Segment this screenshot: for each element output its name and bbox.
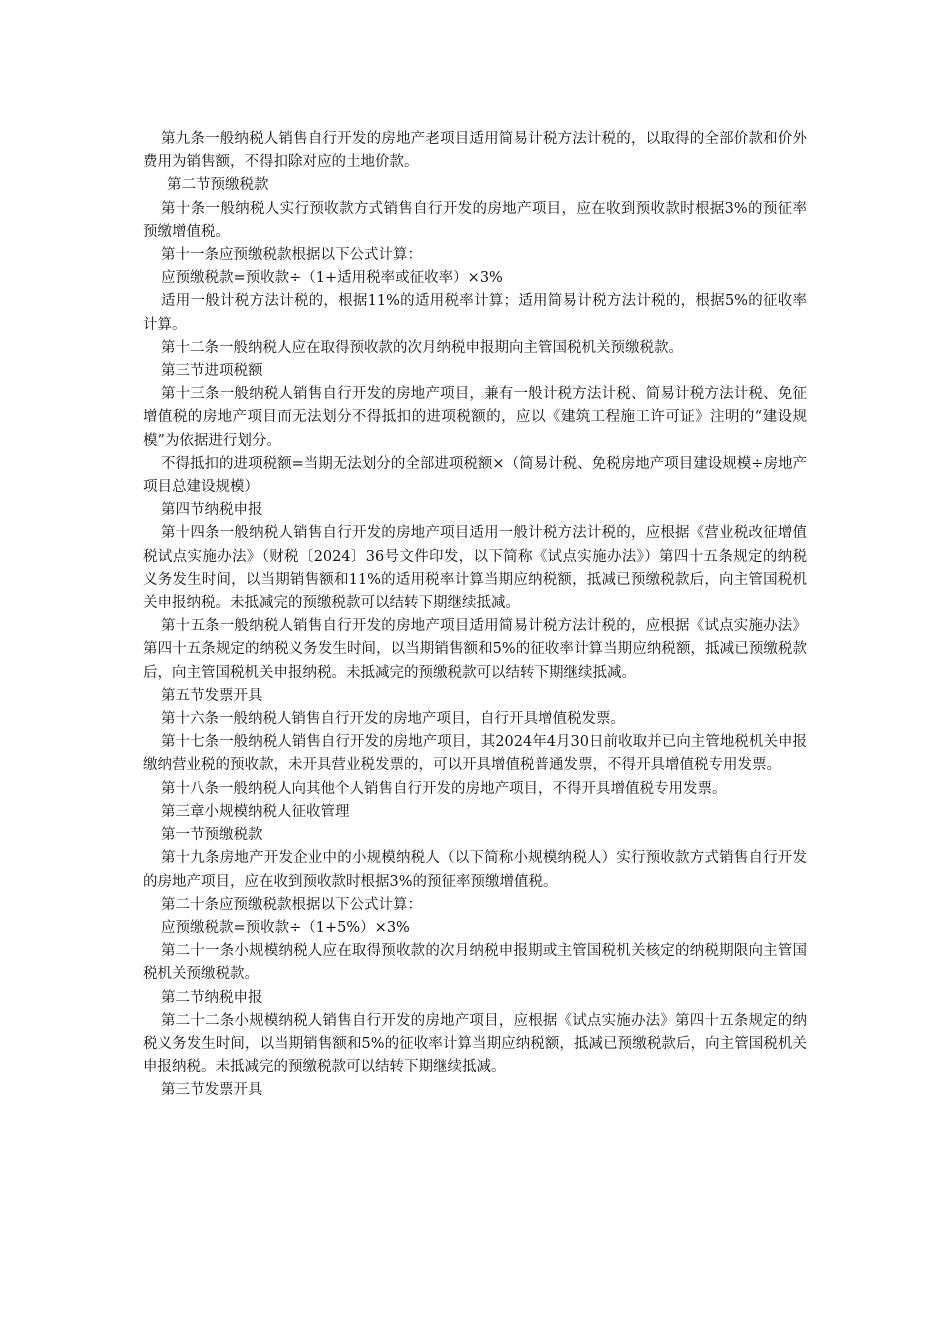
paragraph-tax-rate-note: 适用一般计税方法计税的，根据11%的适用税率计算；适用简易计税方法计税的，根据5%的征收率计算。 — [143, 293, 807, 333]
paragraph-article-22: 第二十二条小规模纳税人销售自行开发的房地产项目，应根据《试点实施办法》第四十五条规定的纳税义务发生时间，以当期销售额和5%的征收率计算当期应纳税额，抵减已预缴税款后，向主管国税机关申报纳税。未抵减完的预缴税款可以结转下期继续抵减。 — [143, 1012, 807, 1076]
formula-prepaid-tax: 应预缴税款=预收款÷（1+适用税率或征收率）×3% — [161, 270, 503, 287]
formula-non-deductible-input-tax: 不得抵扣的进项税额=当期无法划分的全部进项税额×（简易计税、免税房地产项目建设规模÷房地产项目总建设规模） — [143, 455, 807, 496]
paragraph-article-16: 第十六条一般纳税人销售自行开发的房地产项目，自行开具增值税发票。 — [161, 711, 625, 728]
section-heading-tax-filing: 第四节纳税申报 — [161, 502, 263, 519]
section-heading-invoicing: 第五节发票开具 — [161, 687, 263, 704]
paragraph-article-20: 第二十条应预缴税款根据以下公式计算： — [161, 896, 422, 913]
paragraph-article-9: 第九条一般纳税人销售自行开发的房地产老项目适用简易计税方法计税的，以取得的全部价款和价外费用为销售额，不得扣除对应的土地价款。 — [143, 131, 807, 171]
paragraph-article-19: 第十九条房地产开发企业中的小规模纳税人（以下简称小规模纳税人）实行预收款方式销售自行开发的房地产项目，应在收到预收款时根据3%的预征率预缴增值税。 — [143, 850, 807, 890]
paragraph-article-14: 第十四条一般纳税人销售自行开发的房地产项目适用一般计税方法计税的，应根据《营业税改征增值税试点实施办法》（财税〔2024〕36号文件印发，以下简称《试点实施办法》）第四十五条规定的纳税义务发生时间，以当期销售额和11%的适用税率计算当期应纳税额，抵减已预缴税款后，向主管国税机关申报纳税。未抵减完的预缴税款可以结转下期继续抵减。 — [143, 525, 807, 612]
formula-prepaid-tax-small-scale: 应预缴税款=预收款÷（1+5%）×3% — [161, 919, 410, 936]
paragraph-article-10: 第十条一般纳税人实行预收款方式销售自行开发的房地产项目，应在收到预收款时根据3%的预征率预缴增值税。 — [143, 200, 807, 240]
paragraph-article-18: 第十八条一般纳税人向其他个人销售自行开发的房地产项目，不得开具增值税专用发票。 — [161, 780, 727, 797]
document-body — [143, 128, 807, 1103]
chapter-heading-small-scale: 第三章小规模纳税人征收管理 — [161, 803, 350, 820]
section-heading-tax-filing-2: 第二节纳税申报 — [161, 989, 263, 1006]
paragraph-article-12: 第十二条一般纳税人应在取得预收款的次月纳税申报期向主管国税机关预缴税款。 — [161, 339, 683, 356]
paragraph-article-11: 第十一条应预缴税款根据以下公式计算： — [161, 247, 422, 264]
paragraph-article-15: 第十五条一般纳税人销售自行开发的房地产项目适用简易计税方法计税的，应根据《试点实施办法》第四十五条规定的纳税义务发生时间，以当期销售额和5%的征收率计算当期应纳税额，抵减已预缴税款后，向主管国税机关申报纳税。未抵减完的预缴税款可以结转下期继续抵减。 — [143, 618, 807, 681]
paragraph-article-21: 第二十一条小规模纳税人应在取得预收款的次月纳税申报期或主管国税机关核定的纳税期限向主管国税机关预缴税款。 — [143, 943, 807, 983]
section-heading-input-tax: 第三节进项税额 — [161, 363, 263, 380]
paragraph-article-13: 第十三条一般纳税人销售自行开发的房地产项目，兼有一般计税方法计税、简易计税方法计税、免征增值税的房地产项目而无法划分不得抵扣的进项税额的，应以《建筑工程施工许可证》注明的“建设规模”为依据进行划分。 — [143, 386, 807, 449]
section-heading-prepaid-tax: 第二节预缴税款 — [167, 177, 269, 194]
section-heading-invoicing-2: 第三节发票开具 — [161, 1082, 263, 1099]
section-heading-prepaid-tax-2: 第一节预缴税款 — [161, 827, 263, 844]
paragraph-article-17: 第十七条一般纳税人销售自行开发的房地产项目，其2024年4月30日前收取并已向主管地税机关申报缴纳营业税的预收款，未开具营业税发票的，可以开具增值税普通发票，不得开具增值税专用发票。 — [143, 734, 807, 774]
